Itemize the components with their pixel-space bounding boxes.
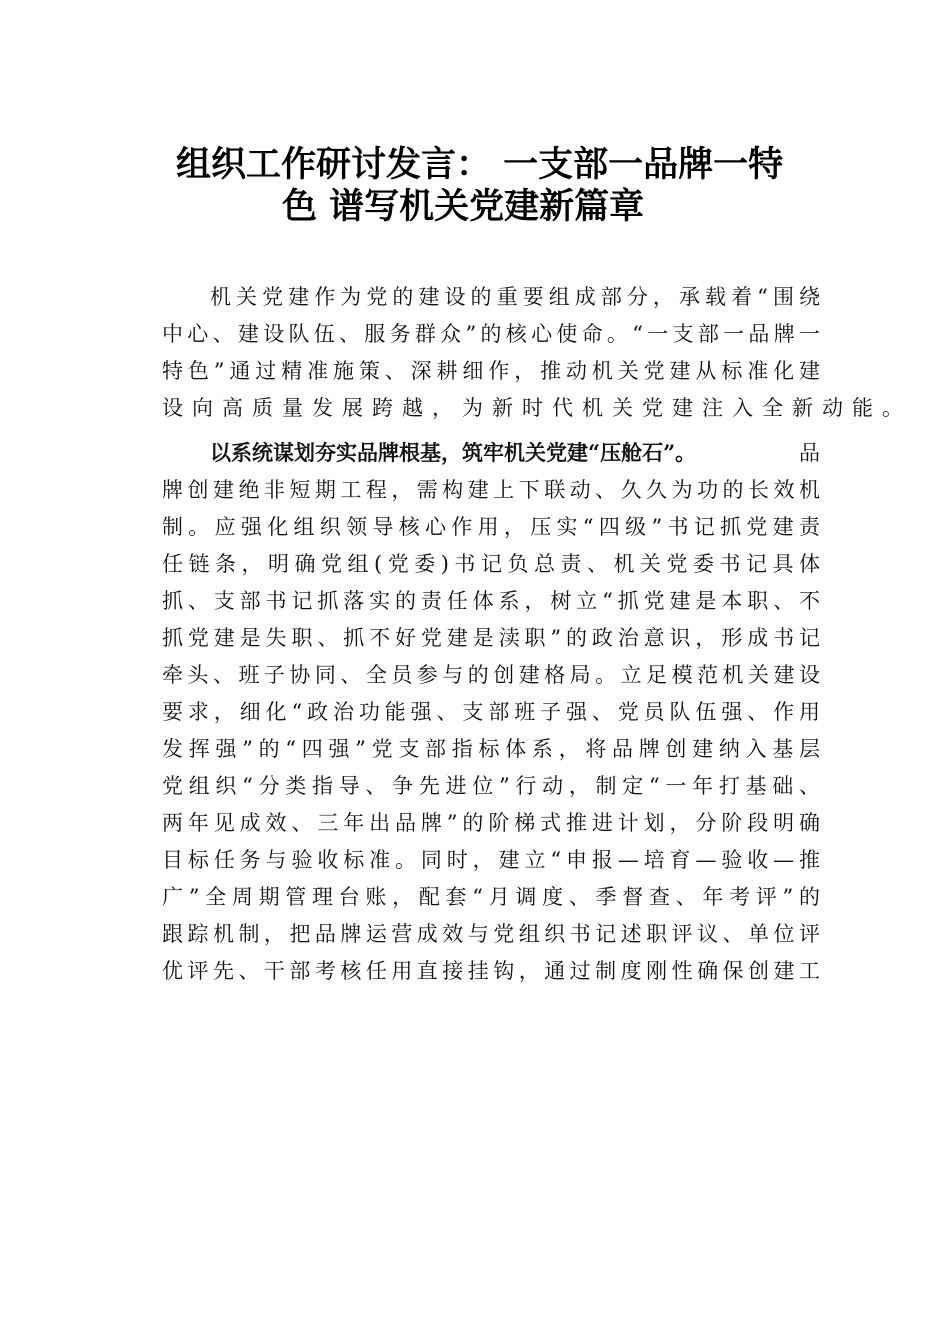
paragraph-line: 牵头、班子协同、全员参与的创建格局。立足模范机关建设 <box>162 663 820 687</box>
paragraph-line: 任链条，明确党组(党委)书记负总责、机关党委书记具体 <box>162 552 820 576</box>
paragraph-line: 牌创建绝非短期工程，需构建上下联动、久久为功的长效机 <box>162 478 820 502</box>
paragraph-line: 抓、支部书记抓落实的责任体系，树立“抓党建是本职、不 <box>162 589 820 613</box>
paragraph-line: 中心、建设队伍、服务群众”的核心使命。“一支部一品牌一 <box>162 322 820 346</box>
section-heading: 以系统谋划夯实品牌根基，筑牢机关党建“压舱石”。 <box>210 440 697 465</box>
paragraph-text: 品 <box>799 441 820 465</box>
paragraph-line: 抓党建是失职、抓不好党建是渎职”的政治意识，形成书记 <box>162 626 820 650</box>
paragraph-line: 特色”通过精准施策、深耕细作，推动机关党建从标准化建 <box>162 359 820 383</box>
paragraph-line: 制。应强化组织领导核心作用，压实“四级”书记抓党建责 <box>162 515 820 539</box>
paragraph-line: 党组织“分类指导、争先进位”行动，制定“一年打基础、 <box>162 774 820 798</box>
paragraph-line: 目标任务与验收标准。同时，建立“申报—培育—验收—推 <box>162 848 820 872</box>
paragraph-line: 要求，细化“政治功能强、支部班子强、党员队伍强、作用 <box>162 700 820 724</box>
title-line-1: 组织工作研讨发言： 一支部一品牌一特 <box>176 145 784 185</box>
paragraph-line: 机关党建作为党的建设的重要组成部分，承载着“围绕 <box>210 285 820 309</box>
paragraph-line: 跟踪机制，把品牌运营成效与党组织书记述职评议、单位评 <box>162 922 820 946</box>
paragraph-line: 设向高质量发展跨越，为新时代机关党建注入全新动能。 <box>162 396 912 420</box>
paragraph-line: 发挥强”的“四强”党支部指标体系，将品牌创建纳入基层 <box>162 737 820 761</box>
title-line-2: 色 谱写机关党建新篇章 <box>282 187 645 227</box>
paragraph-line: 广”全周期管理台账，配套“月调度、季督查、年考评”的 <box>162 885 820 909</box>
paragraph-line: 优评先、干部考核任用直接挂钩，通过制度刚性确保创建工 <box>162 959 820 983</box>
paragraph-line: 两年见成效、三年出品牌”的阶梯式推进计划，分阶段明确 <box>162 811 820 835</box>
